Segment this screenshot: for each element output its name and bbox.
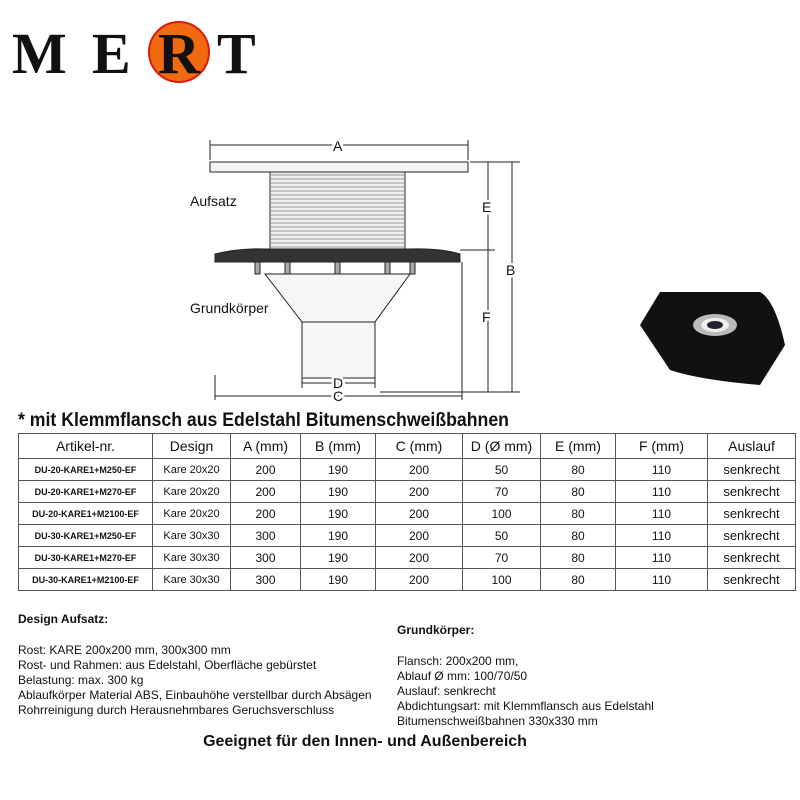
table-cell: 300 bbox=[231, 569, 301, 591]
design-aufsatz-section bbox=[18, 612, 372, 718]
spec-table bbox=[18, 433, 796, 591]
table-cell: Kare 30x30 bbox=[153, 569, 231, 591]
svg-text:D: D bbox=[333, 375, 344, 391]
table-cell: senkrecht bbox=[708, 569, 796, 591]
spec-line: Ablauf Ø mm: 100/70/50 bbox=[397, 669, 528, 683]
column-header: Auslauf bbox=[708, 434, 796, 459]
table-cell: 200 bbox=[376, 525, 463, 547]
spec-line: Rost- und Rahmen: aus Edelstahl, Oberfläche gebürstet bbox=[18, 658, 317, 672]
table-cell: 50 bbox=[463, 459, 541, 481]
table-cell: DU-30-KARE1+M2100-EF bbox=[19, 569, 153, 591]
table-cell: Kare 30x30 bbox=[153, 547, 231, 569]
spec-line: Rohrreinigung durch Herausnehmbares Geruchsverschluss bbox=[18, 703, 335, 717]
column-header: Design bbox=[153, 434, 231, 459]
table-cell: DU-30-KARE1+M250-EF bbox=[19, 525, 153, 547]
table-cell: 80 bbox=[541, 459, 616, 481]
svg-text:A: A bbox=[333, 138, 343, 154]
table-cell: 80 bbox=[541, 503, 616, 525]
table-cell: 110 bbox=[616, 569, 708, 591]
svg-text:Aufsatz: Aufsatz bbox=[190, 193, 237, 209]
section-title: Grundkörper: bbox=[397, 623, 475, 637]
spec-line: Bitumenschweißbahnen 330x330 mm bbox=[397, 714, 598, 728]
table-cell: 200 bbox=[376, 547, 463, 569]
table-cell: senkrecht bbox=[708, 547, 796, 569]
table-cell: 200 bbox=[376, 459, 463, 481]
table-cell: 80 bbox=[541, 481, 616, 503]
table-cell: 70 bbox=[463, 547, 541, 569]
table-row bbox=[19, 503, 796, 525]
spec-line: Flansch: 200x200 mm, bbox=[397, 654, 519, 668]
table-cell: 190 bbox=[301, 459, 376, 481]
table-cell: 200 bbox=[376, 481, 463, 503]
table-caption: * mit Klemmflansch aus Edelstahl Bitumenschweißbahnen bbox=[18, 410, 509, 431]
table-cell: 110 bbox=[616, 547, 708, 569]
table-row bbox=[19, 547, 796, 569]
table-cell: Kare 20x20 bbox=[153, 459, 231, 481]
spec-line: Rost: KARE 200x200 mm, 300x300 mm bbox=[18, 643, 231, 657]
table-cell: 110 bbox=[616, 503, 708, 525]
table-cell: Kare 30x30 bbox=[153, 525, 231, 547]
svg-text:E: E bbox=[482, 199, 492, 215]
table-cell: 200 bbox=[231, 481, 301, 503]
table-row bbox=[19, 481, 796, 503]
column-header: Artikel-nr. bbox=[19, 434, 153, 459]
grundkoerper-section bbox=[397, 623, 654, 729]
table-cell: 80 bbox=[541, 547, 616, 569]
table-cell: senkrecht bbox=[708, 481, 796, 503]
svg-text:M: M bbox=[12, 21, 67, 86]
table-cell: 200 bbox=[231, 503, 301, 525]
svg-text:B: B bbox=[506, 262, 516, 278]
table-cell: 110 bbox=[616, 459, 708, 481]
table-cell: 300 bbox=[231, 547, 301, 569]
table-cell: 110 bbox=[616, 525, 708, 547]
table-cell: senkrecht bbox=[708, 459, 796, 481]
product-photo bbox=[640, 292, 785, 385]
spec-line: Belastung: max. 300 kg bbox=[18, 673, 144, 687]
section-title: Design Aufsatz: bbox=[18, 612, 109, 626]
table-cell: 190 bbox=[301, 569, 376, 591]
table-cell: 190 bbox=[301, 547, 376, 569]
svg-text:Grundkörper: Grundkörper bbox=[190, 300, 269, 316]
table-row bbox=[19, 569, 796, 591]
table-cell: 200 bbox=[376, 569, 463, 591]
footer-note: Geeignet für den Innen- und Außenbereich bbox=[203, 733, 527, 750]
table-cell: 70 bbox=[463, 481, 541, 503]
svg-text:E: E bbox=[92, 21, 131, 86]
svg-text:C: C bbox=[333, 388, 344, 404]
column-header: F (mm) bbox=[616, 434, 708, 459]
table-cell: 190 bbox=[301, 503, 376, 525]
column-header: D (Ø mm) bbox=[463, 434, 541, 459]
spec-line: Ablaufkörper Material ABS, Einbauhöhe verstellbar durch Absägen bbox=[18, 688, 372, 702]
svg-text:F: F bbox=[482, 309, 491, 325]
table-cell: DU-20-KARE1+M2100-EF bbox=[19, 503, 153, 525]
table-cell: 50 bbox=[463, 525, 541, 547]
table-cell: DU-20-KARE1+M270-EF bbox=[19, 481, 153, 503]
spec-line: Auslauf: senkrecht bbox=[397, 684, 496, 698]
table-cell: DU-20-KARE1+M250-EF bbox=[19, 459, 153, 481]
table-cell: Kare 20x20 bbox=[153, 503, 231, 525]
column-header: B (mm) bbox=[301, 434, 376, 459]
table-row bbox=[19, 525, 796, 547]
table-cell: senkrecht bbox=[708, 503, 796, 525]
table-cell: 190 bbox=[301, 525, 376, 547]
table-cell: 200 bbox=[376, 503, 463, 525]
table-cell: 100 bbox=[463, 569, 541, 591]
table-cell: 100 bbox=[463, 503, 541, 525]
table-cell: 110 bbox=[616, 481, 708, 503]
table-row bbox=[19, 459, 796, 481]
svg-text:R: R bbox=[158, 21, 200, 86]
table-cell: 80 bbox=[541, 525, 616, 547]
svg-text:T: T bbox=[217, 21, 256, 86]
table-cell: Kare 20x20 bbox=[153, 481, 231, 503]
column-header: A (mm) bbox=[231, 434, 301, 459]
table-cell: 200 bbox=[231, 459, 301, 481]
table-cell: 300 bbox=[231, 525, 301, 547]
column-header: C (mm) bbox=[376, 434, 463, 459]
table-cell: senkrecht bbox=[708, 525, 796, 547]
column-header: E (mm) bbox=[541, 434, 616, 459]
table-cell: DU-30-KARE1+M270-EF bbox=[19, 547, 153, 569]
spec-line: Abdichtungsart: mit Klemmflansch aus Edelstahl bbox=[397, 699, 654, 713]
table-cell: 190 bbox=[301, 481, 376, 503]
table-cell: 80 bbox=[541, 569, 616, 591]
